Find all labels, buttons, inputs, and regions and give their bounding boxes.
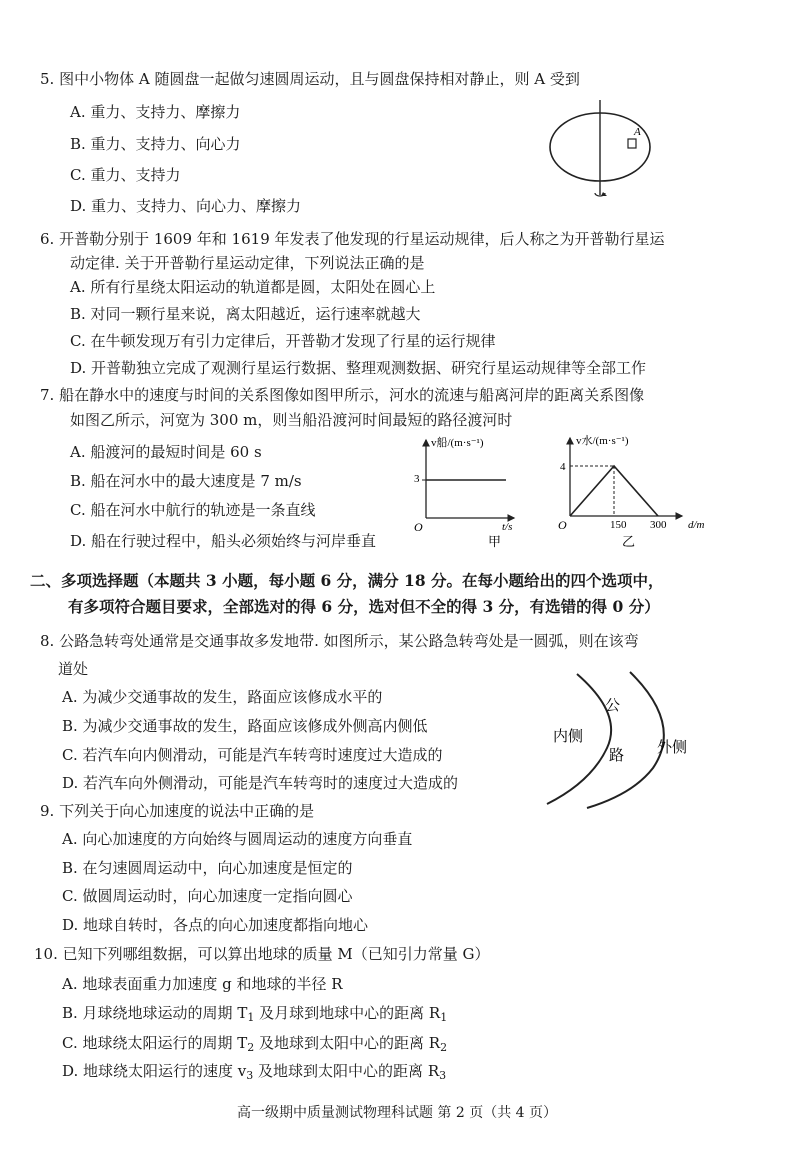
y-tick-label: 4 bbox=[560, 461, 566, 473]
q6-option-d: D. 开普勒独立完成了观测行星运行数据、整理观测数据、研究行星运动规律等全部工作 bbox=[70, 359, 647, 377]
inner-side-label: 内侧 bbox=[553, 729, 584, 745]
q9-option-b: B. 在匀速圆周运动中，向心加速度是恒定的 bbox=[62, 859, 353, 877]
q9-stem: 9. 下列关于向心加速度的说法中正确的是 bbox=[40, 802, 315, 820]
q6-option-a: A. 所有行星绕太阳运动的轨道都是圆，太阳处在圆心上 bbox=[70, 278, 436, 296]
q7-option-d: D. 船在行驶过程中，船头必须始终与河岸垂直 bbox=[70, 532, 377, 550]
y-tick-label: 3 bbox=[414, 473, 420, 485]
q7-option-b: B. 船在河水中的最大速度是 7 m/s bbox=[70, 472, 302, 490]
origin-label: O bbox=[414, 520, 423, 534]
q5-stem: 5. 图中小物体 A 随圆盘一起做匀速圆周运动，且与圆盘保持相对静止，则 A 受到 bbox=[40, 70, 580, 88]
q6-option-b: B. 对同一颗行星来说，离太阳越近，运行速率就越大 bbox=[70, 305, 421, 323]
x-tick-150: 150 bbox=[610, 519, 627, 531]
road-label-2: 路 bbox=[609, 748, 625, 764]
q8-option-b: B. 为减少交通事故的发生，路面应该修成外侧高内侧低 bbox=[62, 717, 428, 735]
q5-option-c: C. 重力、支持力 bbox=[70, 166, 181, 184]
small-object-a bbox=[628, 139, 636, 148]
q7-option-c: C. 船在河水中航行的轨迹是一条直线 bbox=[70, 501, 316, 519]
chart-caption: 甲 bbox=[488, 534, 502, 549]
q10-stem: 10. 已知下列哪组数据，可以算出地球的质量 M（已知引力常量 G） bbox=[34, 945, 490, 963]
q5-option-a: A. 重力、支持力、摩擦力 bbox=[70, 103, 241, 121]
page-footer: 高一级期中质量测试物理科试题 第 2 页（共 4 页） bbox=[236, 1105, 558, 1121]
q8-option-a: A. 为减少交通事故的发生，路面应该修成水平的 bbox=[62, 688, 383, 706]
q8-stem-line2: 道处 bbox=[58, 660, 89, 678]
q10-option-a: A. 地球表面重力加速度 g 和地球的半径 R bbox=[62, 975, 343, 993]
q5-rotating-disc-figure bbox=[548, 95, 668, 210]
y-axis-label: v船/(m·s⁻¹) bbox=[431, 437, 484, 449]
q7-option-a: A. 船渡河的最短时间是 60 s bbox=[70, 443, 262, 461]
q7-stem-line2: 如图乙所示，河宽为 300 m，则当船沿渡河时间最短的路径渡河时 bbox=[70, 411, 513, 429]
x-axis-label: t/s bbox=[502, 521, 513, 533]
section-2-heading-line1: 二、多项选择题（本题共 3 小题，每小题 6 分，满分 18 分。在每小题给出的四个选项中， bbox=[30, 571, 664, 590]
q10-option-b: B. 月球绕地球运动的周期 $T_1$ 及月球到地球中心的距离 $R_1$ bbox=[62, 1004, 448, 1024]
q9-option-d: D. 地球自转时，各点的向心加速度都指向地心 bbox=[62, 916, 369, 934]
q5-option-b: B. 重力、支持力、向心力 bbox=[70, 135, 241, 153]
q10-option-c: C. 地球绕太阳运行的周期 $T_2$ 及地球到太阳中心的距离 $R_2$ bbox=[62, 1034, 448, 1054]
object-label: A bbox=[634, 126, 641, 138]
origin-label: O bbox=[558, 518, 567, 532]
outer-side-label: 外侧 bbox=[657, 740, 688, 756]
q10-option-d: D. 地球绕太阳运行的速度 $v_3$ 及地球到太阳中心的距离 $R_3$ bbox=[62, 1062, 447, 1082]
chart-caption: 乙 bbox=[622, 534, 636, 549]
q6-stem-line1: 6. 开普勒分别于 1609 年和 1619 年发表了他发现的行星运动规律，后人称之为开普勒行星运 bbox=[40, 230, 665, 248]
q9-option-c: C. 做圆周运动时，向心加速度一定指向圆心 bbox=[62, 887, 353, 905]
q6-option-c: C. 在牛顿发现万有引力定律后，开普勒才发现了行星的运行规律 bbox=[70, 332, 496, 350]
q5-option-d: D. 重力、支持力、向心力、摩擦力 bbox=[70, 197, 302, 215]
x-axis-label: d/m bbox=[688, 519, 705, 531]
x-tick-300: 300 bbox=[650, 519, 667, 531]
q8-road-curve-figure bbox=[525, 666, 740, 811]
q6-stem-line2: 动定律. 关于开普勒行星运动定律，下列说法正确的是 bbox=[70, 254, 425, 272]
chart-jia bbox=[404, 432, 534, 550]
chart-yi bbox=[552, 430, 722, 550]
outer-road-edge bbox=[587, 672, 664, 808]
y-axis-label: v水/(m·s⁻¹) bbox=[576, 435, 629, 447]
q9-option-a: A. 向心加速度的方向始终与圆周运动的速度方向垂直 bbox=[62, 830, 413, 848]
q7-stem-line1: 7. 船在静水中的速度与时间的关系图像如图甲所示，河水的流速与船离河岸的距离关系图像 bbox=[40, 386, 645, 404]
q8-option-c: C. 若汽车向内侧滑动，可能是汽车转弯时速度过大造成的 bbox=[62, 746, 443, 764]
q8-option-d: D. 若汽车向外侧滑动，可能是汽车转弯时的速度过大造成的 bbox=[62, 774, 459, 792]
section-2-heading-line2: 有多项符合题目要求，全部选对的得 6 分，选对但不全的得 3 分，有选错的得 0 分） bbox=[68, 597, 660, 616]
road-label-1: 公 bbox=[605, 698, 621, 714]
q8-stem-line1: 8. 公路急转弯处通常是交通事故多发地带. 如图所示，某公路急转弯处是一圆弧，则在该弯 bbox=[40, 632, 639, 650]
